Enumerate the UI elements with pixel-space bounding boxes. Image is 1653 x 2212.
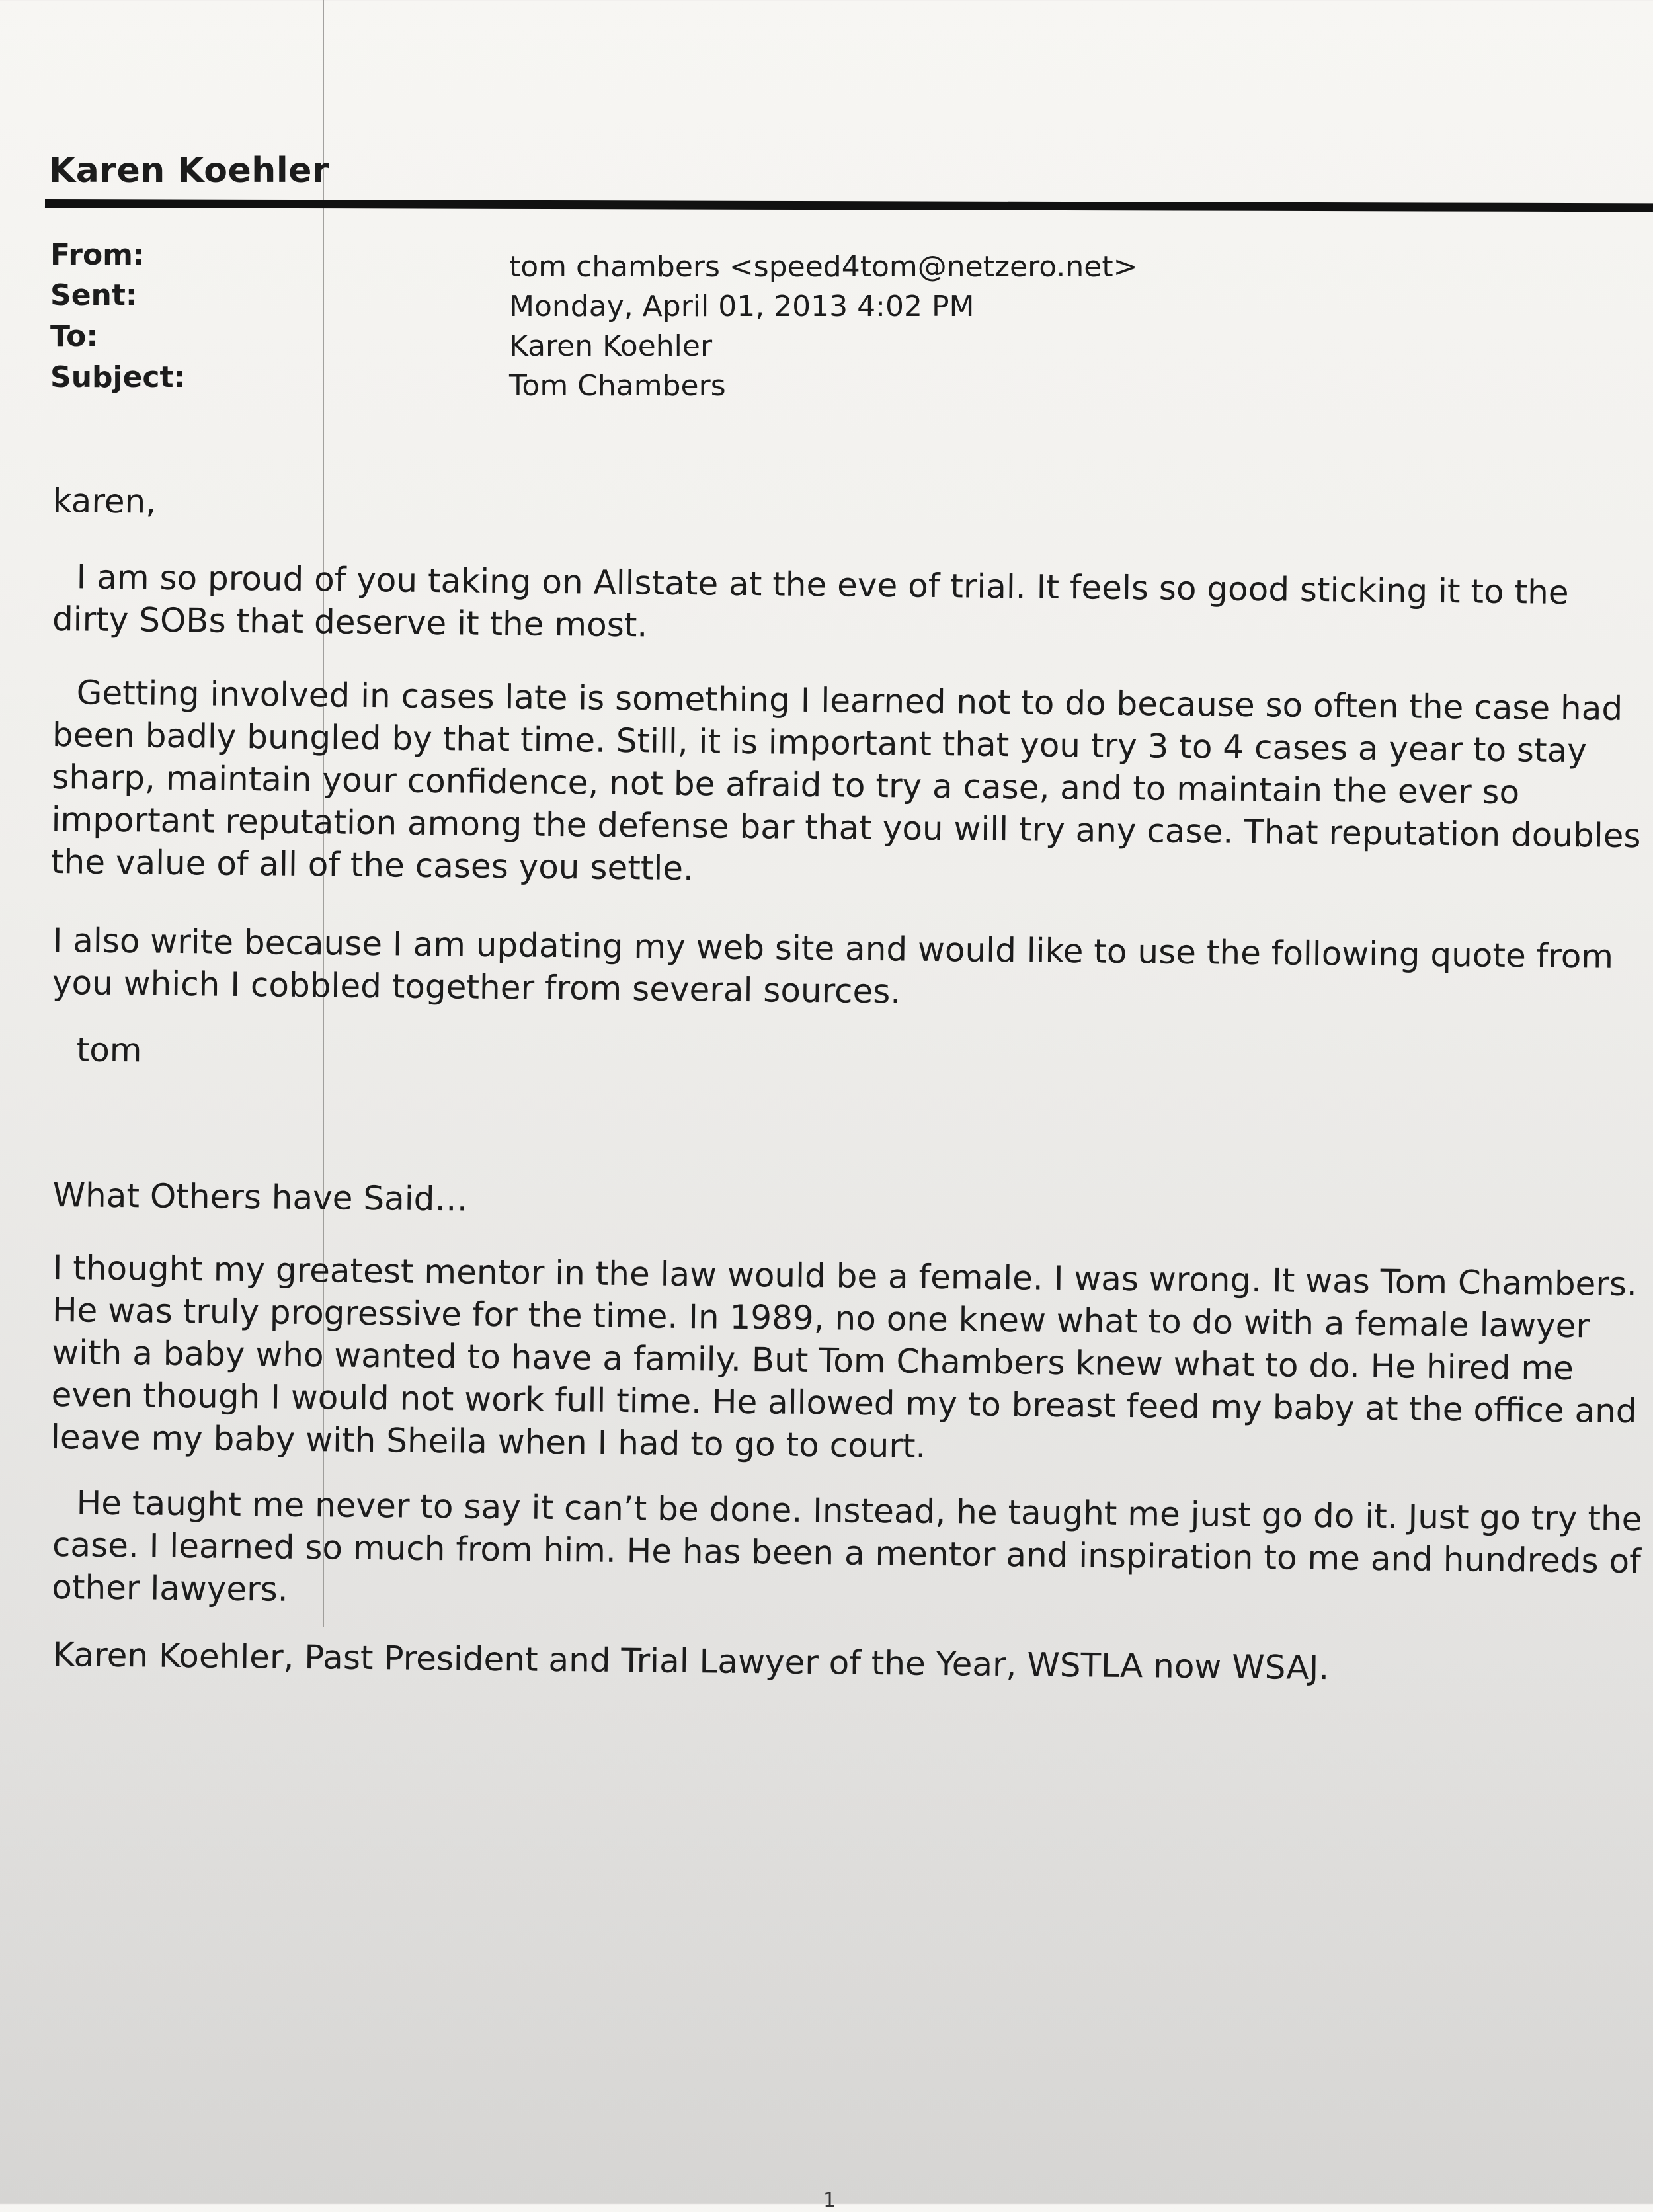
header-divider-rule [45,199,1653,212]
salutation: karen, [52,481,157,521]
subject-value: Tom Chambers [509,369,726,403]
sender-name-heading: Karen Koehler [49,151,330,190]
body-paragraph-3: I also write because I am updating my web site and would like to use the following quote from you which I cobbled together from several sources. [52,921,1614,1011]
email-signoff: tom [76,1030,142,1070]
subject-label: Subject: [50,360,186,394]
page-number: 1 [823,2189,836,2212]
quote-paragraph-2: He taught me never to say it can’t be done. Instead, he taught me just go do it. Just go try the case. I learned so much from him. He has been a mentor and inspiration to me and hundreds of other lawyers. [52,1483,1642,1609]
sent-value: Monday, April 01, 2013 4:02 PM [509,290,975,323]
body-paragraph-1: I am so proud of you taking on Allstate at the eve of trial. It feels so good sticking it to the dirty SOBs that deserve it the most. [52,557,1569,645]
sent-label: Sent: [50,278,138,312]
quote-attribution: Karen Koehler, Past President and Trial Lawyer of the Year, WSTLA now WSAJ. [52,1635,1330,1688]
body-paragraph-2: Getting involved in cases late is something I learned not to do because so often the case had been badly bungled by that time. Still, it is important that you try 3 to 4 cases a year to stay sharp, maintain your confidence, not be afraid to try a case, and to maintain the ever so important reputation among the defense bar that you will try any case. That reputation doubles the value of all of the cases you settle. [50,673,1641,888]
quote-paragraph-1: I thought my greatest mentor in the law would be a female. I was wrong. It was Tom Chambers. He was truly progressive for the time. In 1989, no one knew what to do with a female lawyer with a baby who wanted to have a family. But Tom Chambers knew what to do. He hired me even though I would not work full time. He allowed my to breast feed my baby at the office and leave my baby with Sheila when I had to go to court. [50,1248,1638,1465]
from-label: From: [50,238,145,272]
to-label: To: [50,319,98,353]
from-value: tom chambers <speed4tom@netzero.net> [509,250,1138,284]
quote-heading: What Others have Said… [52,1175,468,1219]
to-value: Karen Koehler [509,329,713,363]
